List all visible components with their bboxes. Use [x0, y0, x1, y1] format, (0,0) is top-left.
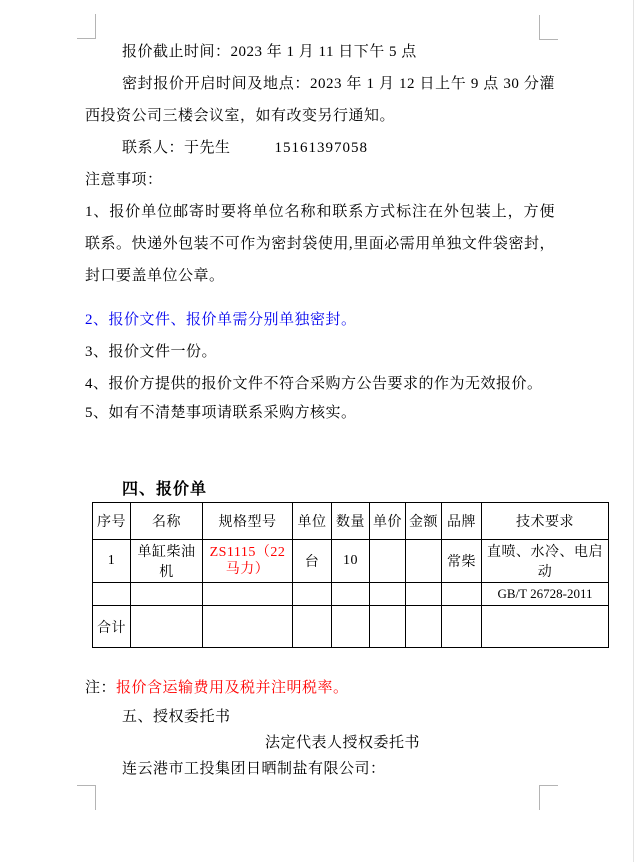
table-header-row: [93, 503, 609, 540]
cell-price: [370, 540, 406, 583]
cell-empty: [293, 583, 332, 606]
cell-standard: GB/T 26728-2011: [482, 583, 609, 606]
contact-line: [85, 132, 555, 164]
notes-title: 注意事项：: [85, 172, 163, 188]
cell-empty: [442, 583, 482, 606]
note-item-5: 5、如有不清楚事项请联系采购方核实。: [85, 405, 357, 421]
cell-seq: 1: [93, 540, 131, 583]
poa-title: 法定代表人授权委托书: [264, 735, 420, 751]
note-item-2: 2、报价文件、报价单需分别单独密封。: [85, 312, 357, 328]
cell-unit: 台: [293, 540, 332, 583]
header-cell-amount: 金额: [406, 503, 442, 540]
cell-empty: [406, 583, 442, 606]
cell-empty: [406, 606, 442, 648]
cell-empty: [203, 606, 293, 648]
cell-empty: [131, 606, 203, 648]
remark-text: 报价含运输费用及税并注明税率。: [116, 680, 349, 696]
deadline-line: 报价截止时间：2023 年 1 月 11 日下午 5 点: [122, 44, 417, 60]
cell-empty: [482, 606, 609, 648]
cell-empty: [293, 606, 332, 648]
cell-empty: [93, 583, 131, 606]
header-cell-name: 名称: [131, 503, 203, 540]
note-item-1: 1、报价单位邮寄时要将单位名称和联系方式标注在外包装上，方便联系。快递外包装不可作为密封袋使用,里面必需用单独文件袋密封，封口要盖单位公章。: [85, 204, 555, 284]
table-row-standard: [93, 583, 609, 606]
cell-empty: [332, 583, 370, 606]
opening-time-line: 密封报价开启时间及地点：2023 年 1 月 12 日上午 9 点 30 分灌西投资公司三楼会议室，如有改变另行通知。: [85, 76, 555, 124]
remark-line: [85, 672, 555, 704]
cell-qty: 10: [332, 540, 370, 583]
margin-mark-bottom-left: [77, 785, 96, 810]
cell-name: 单缸柴油机: [131, 540, 203, 583]
note-item-4: 4、报价方提供的报价文件不符合采购方公告要求的作为无效报价。: [85, 376, 543, 392]
remark-label: 注：: [85, 680, 117, 696]
section5-heading: 五、授权委托书: [122, 709, 231, 725]
section4-heading: 四、报价单: [122, 481, 208, 498]
header-cell-qty: 数量: [332, 503, 370, 540]
document-content: [85, 36, 603, 782]
cell-empty: [131, 583, 203, 606]
cell-amount: [406, 540, 442, 583]
page-edge-divider: [633, 0, 634, 862]
cell-spec: ZS1115（22 马力）: [203, 540, 293, 583]
cell-empty: [370, 606, 406, 648]
contact-phone: 15161397058: [274, 140, 369, 156]
cell-tech: 直喷、水冷、电启动: [482, 540, 609, 583]
cell-empty: [203, 583, 293, 606]
table-row-item: [93, 540, 609, 583]
header-cell-tech: 技术要求: [482, 503, 609, 540]
header-cell-brand: 品牌: [442, 503, 482, 540]
header-cell-seq: 序号: [93, 503, 131, 540]
margin-mark-bottom-right: [539, 785, 558, 810]
contact-name: 联系人：于先生: [122, 140, 231, 156]
header-cell-spec: 规格型号: [203, 503, 293, 540]
cell-brand: 常柴: [442, 540, 482, 583]
cell-empty: [370, 583, 406, 606]
quotation-table: [92, 502, 609, 648]
note-item-3: 3、报价文件一份。: [85, 344, 218, 360]
cell-empty: [442, 606, 482, 648]
cell-total-label: 合计: [93, 606, 131, 648]
table-row-total: [93, 606, 609, 648]
company-line: 连云港市工投集团日晒制盐有限公司：: [122, 761, 386, 777]
header-cell-unit: 单位: [293, 503, 332, 540]
header-cell-price: 单价: [370, 503, 406, 540]
cell-empty: [332, 606, 370, 648]
